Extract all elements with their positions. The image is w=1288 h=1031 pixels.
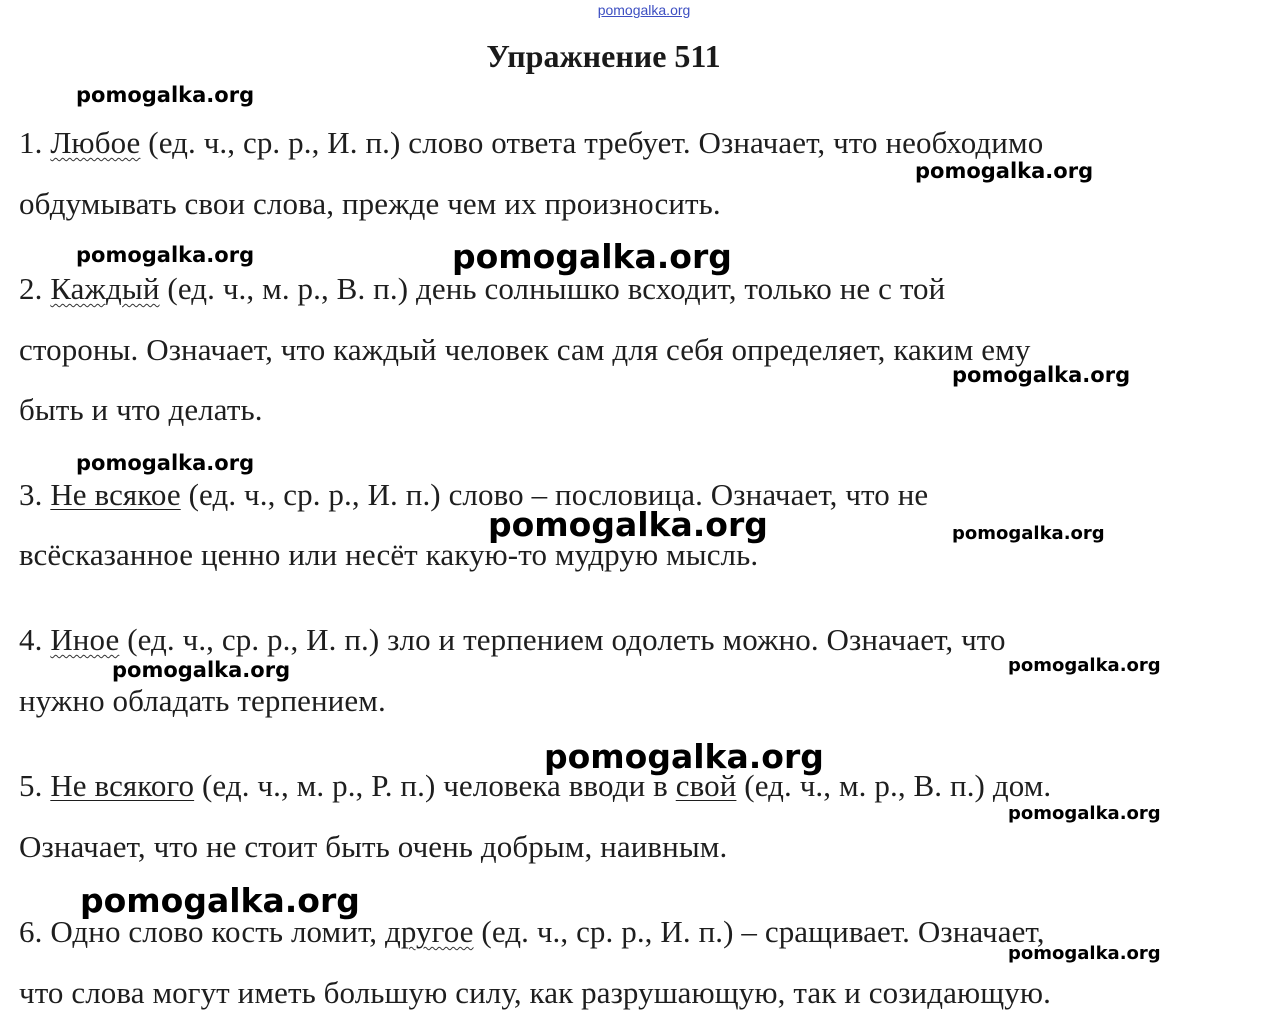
watermark-text: pomogalka.org <box>80 881 360 920</box>
line-text: (ед. ч., м. р., Р. п.) человека вводи в <box>201 768 668 803</box>
highlighted-word: Иное <box>50 622 120 657</box>
item-3-line-2: всёсказанное ценно или несёт какую-то мудрую мысль. <box>19 537 759 572</box>
highlighted-word: Любое <box>50 125 141 160</box>
highlighted-word: Каждый <box>50 271 160 306</box>
line-text: (ед. ч., ср. р., И. п.) – сращивает. Означает, <box>481 914 1045 949</box>
item-number: 4. <box>19 622 43 657</box>
item-2-line-2: стороны. Означает, что каждый человек сам для себя определяет, каким ему <box>19 332 1031 367</box>
item-number: 2. <box>19 271 43 306</box>
item-4-line-1 <box>19 622 1006 658</box>
highlighted-word: Не всякого <box>50 768 195 803</box>
item-5-line-1 <box>19 768 1051 804</box>
item-number: 1. <box>19 125 43 160</box>
highlighted-word: Не всякое <box>50 477 181 512</box>
line-text: (ед. ч., ср. р., И. п.) слово – пословица. Означает, что не <box>188 477 929 512</box>
highlighted-word-2: свой <box>675 768 737 803</box>
watermark-text: pomogalka.org <box>1008 655 1161 676</box>
watermark-text: pomogalka.org <box>76 83 255 107</box>
item-1-line-2: обдумывать свои слова, прежде чем их произносить. <box>19 186 721 221</box>
item-3-line-1 <box>19 477 928 513</box>
watermark-text: pomogalka.org <box>488 505 768 544</box>
watermark-text: pomogalka.org <box>544 737 824 776</box>
line-text: Одно слово кость ломит, <box>50 914 378 949</box>
watermark-text: pomogalka.org <box>76 451 255 475</box>
line-text: (ед. ч., ср. р., И. п.) зло и терпением одолеть можно. Означает, что <box>127 622 1006 657</box>
watermark-text: pomogalka.org <box>452 237 732 276</box>
item-1-line-1 <box>19 125 1043 161</box>
item-5-line-2: Означает, что не стоит быть очень добрым, наивным. <box>19 829 728 864</box>
item-6-line-2: что слова могут иметь большую силу, как разрушающую, так и созидающую. <box>19 975 1051 1010</box>
item-number: 3. <box>19 477 43 512</box>
item-number: 6. <box>19 914 43 949</box>
watermark-text: pomogalka.org <box>1008 803 1161 824</box>
line-text: (ед. ч., м. р., В. п.) день солнышко всходит, только не с той <box>167 271 946 306</box>
page-title: Упражнение 511 <box>486 38 721 74</box>
item-4-line-2: нужно обладать терпением. <box>19 683 386 718</box>
watermark-text: pomogalka.org <box>112 658 291 682</box>
site-link[interactable]: pomogalka.org <box>597 2 691 18</box>
watermark-text: pomogalka.org <box>915 159 1094 183</box>
watermark-text: pomogalka.org <box>952 523 1105 544</box>
item-2-line-1 <box>19 271 945 307</box>
watermark-text: pomogalka.org <box>952 363 1131 387</box>
item-number: 5. <box>19 768 43 803</box>
highlighted-word: другое <box>384 914 474 949</box>
watermark-text: pomogalka.org <box>1008 943 1161 964</box>
item-2-line-3: быть и что делать. <box>19 392 263 427</box>
watermark-text: pomogalka.org <box>76 243 255 267</box>
line-text: (ед. ч., ср. р., И. п.) слово ответа требует. Означает, что необходимо <box>148 125 1044 160</box>
line-text: (ед. ч., м. р., В. п.) дом. <box>744 768 1052 803</box>
